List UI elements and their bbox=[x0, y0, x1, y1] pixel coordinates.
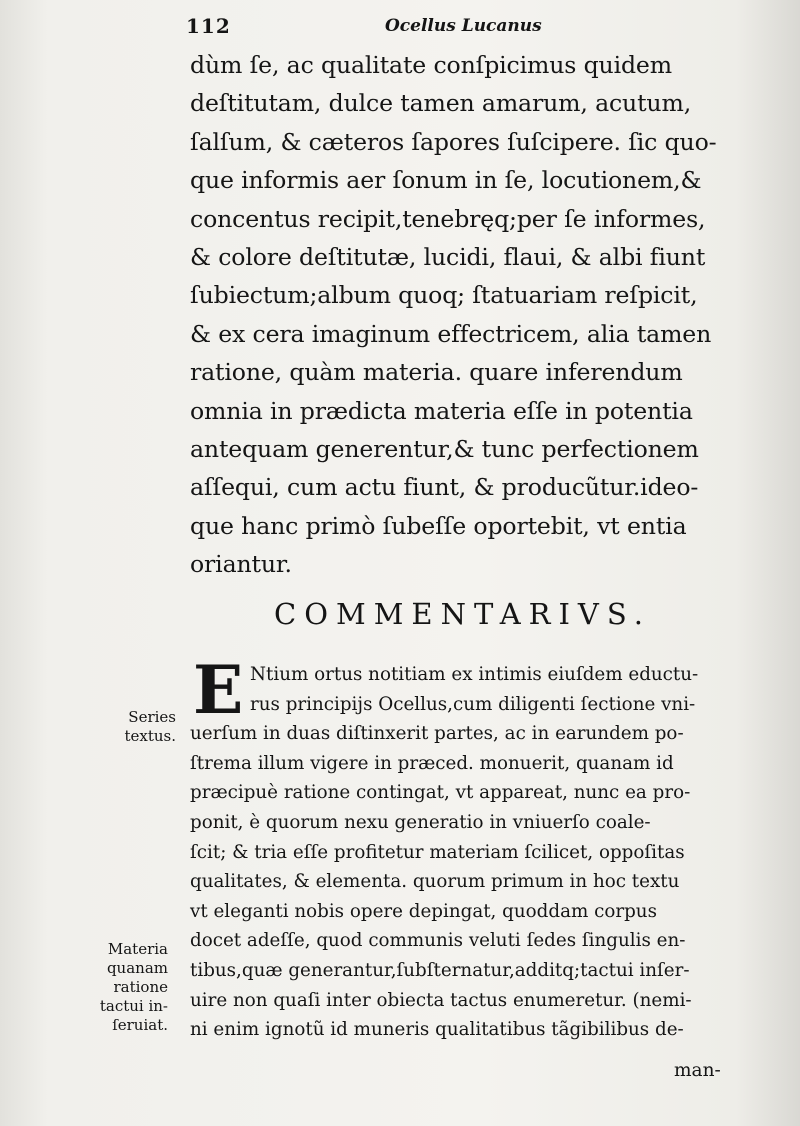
commentary-line: uire non quaſi inter obiecta tactus enumeretur. (nemi- bbox=[190, 989, 692, 1011]
margin-note-line: tactui in- bbox=[99, 997, 168, 1015]
page-number: 112 bbox=[186, 14, 231, 38]
commentary-line: Ntium ortus notitiam ex intimis eiuſdem eductu- bbox=[250, 664, 699, 685]
main-text-block bbox=[190, 46, 762, 584]
text-line: concentus recipit,tenebręq;per ſe informes, bbox=[190, 204, 706, 233]
catchword: man- bbox=[674, 1060, 721, 1081]
text-line: antequam generentur,& tunc perfectionem bbox=[190, 435, 699, 464]
margin-note-line: textus. bbox=[124, 727, 176, 745]
commentary-line: vt eleganti nobis opere depingat, quoddam corpus bbox=[190, 900, 657, 922]
text-line: aſſequi, cum actu fiunt, & producũtur.ideo- bbox=[190, 473, 699, 502]
margin-note-line: Series bbox=[128, 708, 176, 726]
text-line: & colore deſtitutæ, lucidi, flaui, & albi fiunt bbox=[190, 243, 706, 272]
text-line: ratione, quàm materia. quare inferendum bbox=[190, 358, 683, 387]
margin-note-line: quanam bbox=[106, 959, 168, 977]
commentary-line: rus principijs Ocellus,cum diligenti ſectione vni- bbox=[250, 693, 696, 715]
commentary-line: ni enim ignotũ id muneris qualitatibus tãgibilibus de- bbox=[190, 1019, 684, 1041]
margin-note-line: Materia bbox=[107, 940, 168, 958]
margin-note-series-textus bbox=[96, 708, 176, 746]
text-line: que informis aer ſonum in ſe, locutionem,& bbox=[190, 166, 702, 195]
text-line: omnia in prædicta materia eſſe in potentia bbox=[190, 396, 693, 425]
commentary-line: ponit, è quorum nexu generatio in vniuerſo coale- bbox=[190, 811, 651, 833]
commentary-line: qualitates, & elementa. quorum primum in hoc textu bbox=[190, 871, 680, 893]
commentary-text-block bbox=[190, 651, 762, 1045]
text-line: deſtitutam, dulce tamen amarum, acutum, bbox=[190, 89, 692, 118]
commentary-line: ſtrema illum vigere in præced. monuerit, quanam id bbox=[190, 752, 674, 774]
commentary-line: præcipuè ratione contingat, vt appareat, nunc ea pro- bbox=[190, 782, 691, 804]
running-head: Ocellus Lucanus bbox=[385, 16, 542, 36]
margin-note-line: ſeruiat. bbox=[112, 1016, 168, 1034]
text-line: que hanc primò ſubeſſe oportebit, vt entia bbox=[190, 511, 687, 540]
section-heading: COMMENTARIVS. bbox=[274, 597, 651, 631]
margin-note-materia bbox=[96, 940, 168, 1035]
commentary-line: ſcit; & tria eſſe profitetur materiam ſcilicet, oppoſitas bbox=[190, 841, 685, 863]
text-line: ſubiectum;album quoq; ſtatuariam reſpicit, bbox=[190, 281, 698, 310]
text-line: dùm ſe, ac qualitate conſpicimus quidem bbox=[190, 51, 672, 79]
commentary-line: tibus,quæ generantur,ſubſternatur,additq;tactui inſer- bbox=[190, 959, 690, 981]
text-line: & ex cera imaginum effectricem, alia tamen bbox=[190, 319, 712, 348]
drop-cap: E bbox=[193, 651, 244, 729]
commentary-line: uerſum in duas diſtinxerit partes, ac in earundem po- bbox=[190, 723, 684, 745]
text-line: oriantur. bbox=[190, 550, 292, 579]
text-line: ſalſum, & cæteros ſapores ſuſcipere. ſic quo- bbox=[190, 127, 717, 156]
margin-note-line: ratione bbox=[113, 978, 168, 996]
commentary-line: docet adeſſe, quod communis veluti ſedes ſingulis en- bbox=[190, 930, 686, 952]
